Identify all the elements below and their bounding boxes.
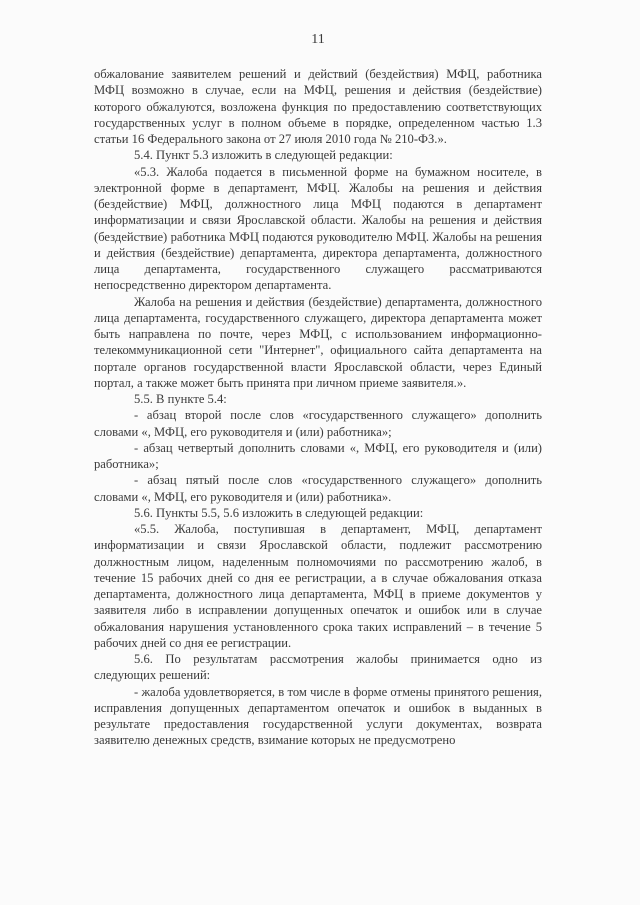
paragraph: Жалоба на решения и действия (бездействие) департамента, должностного лица департамента, государственного служащего, директора департамента может быть направлена по почте, через МФЦ, с использованием информационно-телекоммуникационной сети "Интернет", официального сайта департамента на портале органов государственной власти Ярославской области, через Единый портал, а также может быть принята при личном приеме заявителя.». xyxy=(94,294,542,390)
paragraph: - абзац второй после слов «государственного служащего» дополнить словами «, МФЦ, его руководителя и (или) работника»; xyxy=(94,408,542,439)
paragraph: 5.5. В пункте 5.4: xyxy=(134,392,227,406)
paragraph: - жалоба удовлетворяется, в том числе в форме отмены принятого решения, исправления допущенных департаментом опечаток и ошибок в выданных в результате предоставления государственной услуги документах, возврата заявителю денежных средств, взимание которых не предусмотрено xyxy=(94,684,542,748)
paragraph: «5.3. Жалоба подается в письменной форме на бумажном носителе, в электронной форме в департамент, МФЦ. Жалобы на решения и действия (бездействие) МФЦ, должностного лица МФЦ подаются в департамент информатизации и связи Ярославской области. Жалобы на решения и действия (бездействие) работника МФЦ подаются руководителю МФЦ. Жалобы на решения и действия (бездействие) департамента, директора департамента, должностного лица департамента, государственного служащего рассматриваются непосредственно директором департамента. xyxy=(94,164,542,293)
paragraph: «5.5. Жалоба, поступившая в департамент, МФЦ, департамент информатизации и связи Ярославской области, подлежит рассмотрению должностным лицом, наделенным полномочиями по рассмотрению жалоб, в течение 15 рабочих дней со дня ее регистрации, а в случае обжалования отказа департамента, должностного лица департамента, МФЦ в приеме документов у заявителя либо в исправлении допущенных опечаток и ошибок или в случае обжалования нарушения установленного срока таких исправлений – в течение 5 рабочих дней со дня ее регистрации. xyxy=(94,522,542,650)
paragraph: - абзац пятый после слов «государственного служащего» дополнить словами «, МФЦ, его руководителя и (или) работника». xyxy=(94,473,542,504)
paragraph: - абзац четвертый дополнить словами «, МФЦ, его руководителя и (или) работника»; xyxy=(94,440,542,471)
paragraph: 5.4. Пункт 5.3 изложить в следующей редакции: xyxy=(134,148,393,163)
page-number: 11 xyxy=(311,32,325,47)
paragraph: 5.6. По результатам рассмотрения жалобы принимается одно из следующих решений: xyxy=(94,652,542,683)
paragraph: 5.6. Пункты 5.5, 5.6 изложить в следующей редакции: xyxy=(134,505,424,520)
paragraph: обжалование заявителем решений и действий (бездействия) МФЦ, работника МФЦ возможно в случае, если на МФЦ, решения и действия (бездействие) которого обжалуются, возложена функция по предоставлению соответствующих государственных услуг в полном объеме в порядке, определенном частью 1.3 статьи 16 Федерального закона от 27 июля 2010 года № 210-ФЗ.». xyxy=(94,67,542,146)
document-body xyxy=(94,66,542,749)
